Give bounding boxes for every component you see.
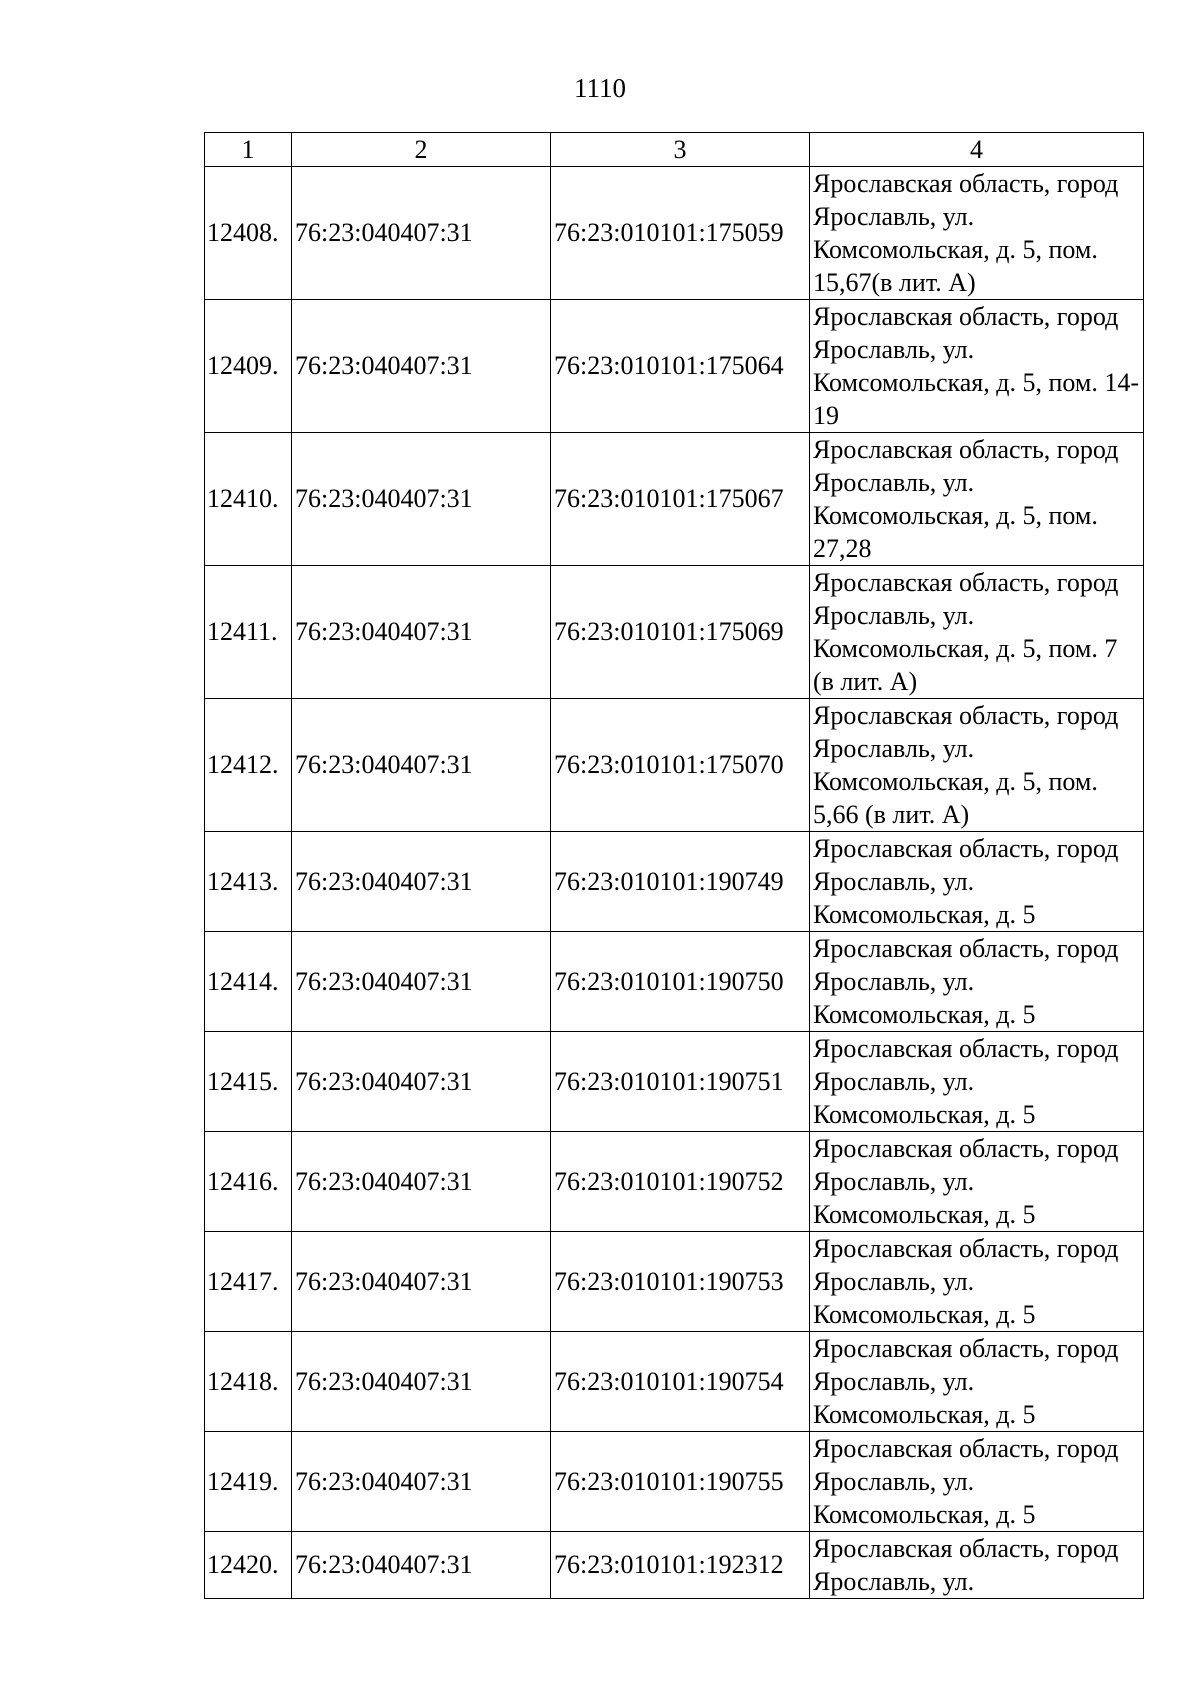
object-cadastral-number: 76:23:010101:192312: [551, 1532, 810, 1599]
table-row: [205, 566, 1144, 699]
table-row: [205, 1332, 1144, 1432]
parcel-cadastral-number: 76:23:040407:31: [292, 1332, 551, 1432]
parcel-cadastral-number: 76:23:040407:31: [292, 167, 551, 300]
row-number: 12414.: [205, 932, 292, 1032]
table-row: [205, 1032, 1144, 1132]
table-row: [205, 699, 1144, 832]
row-number: 12415.: [205, 1032, 292, 1132]
address: Ярославская область, город Ярославль, ул. Комсомольская, д. 5, пом. 7 (в лит. А): [810, 566, 1144, 699]
address: Ярославская область, город Ярославль, ул. Комсомольская, д. 5: [810, 1232, 1144, 1332]
object-cadastral-number: 76:23:010101:175070: [551, 699, 810, 832]
object-cadastral-number: 76:23:010101:190750: [551, 932, 810, 1032]
row-number: 12417.: [205, 1232, 292, 1332]
address: Ярославская область, город Ярославль, ул. Комсомольская, д. 5: [810, 1032, 1144, 1132]
row-number: 12410.: [205, 433, 292, 566]
table-row: [205, 832, 1144, 932]
row-number: 12420.: [205, 1532, 292, 1599]
object-cadastral-number: 76:23:010101:190755: [551, 1432, 810, 1532]
parcel-cadastral-number: 76:23:040407:31: [292, 1532, 551, 1599]
parcel-cadastral-number: 76:23:040407:31: [292, 300, 551, 433]
table-header-row: [205, 133, 1144, 167]
object-cadastral-number: 76:23:010101:175059: [551, 167, 810, 300]
parcel-cadastral-number: 76:23:040407:31: [292, 1232, 551, 1332]
parcel-cadastral-number: 76:23:040407:31: [292, 832, 551, 932]
object-cadastral-number: 76:23:010101:190752: [551, 1132, 810, 1232]
object-cadastral-number: 76:23:010101:190751: [551, 1032, 810, 1132]
column-header-2: 2: [292, 133, 551, 167]
row-number: 12419.: [205, 1432, 292, 1532]
address: Ярославская область, город Ярославль, ул. Комсомольская, д. 5, пом. 15,67(в лит. А): [810, 167, 1144, 300]
address: Ярославская область, город Ярославль, ул. Комсомольская, д. 5: [810, 1332, 1144, 1432]
object-cadastral-number: 76:23:010101:175069: [551, 566, 810, 699]
parcel-cadastral-number: 76:23:040407:31: [292, 1432, 551, 1532]
table-row: [205, 1432, 1144, 1532]
row-number: 12416.: [205, 1132, 292, 1232]
parcel-cadastral-number: 76:23:040407:31: [292, 433, 551, 566]
object-cadastral-number: 76:23:010101:190754: [551, 1332, 810, 1432]
row-number: 12409.: [205, 300, 292, 433]
address: Ярославская область, город Ярославль, ул. Комсомольская, д. 5: [810, 832, 1144, 932]
table-row: [205, 932, 1144, 1032]
table-row: [205, 1532, 1144, 1599]
table-row: [205, 433, 1144, 566]
address: Ярославская область, город Ярославль, ул. Комсомольская, д. 5: [810, 1432, 1144, 1532]
column-header-1: 1: [205, 133, 292, 167]
row-number: 12411.: [205, 566, 292, 699]
address: Ярославская область, город Ярославль, ул. Комсомольская, д. 5: [810, 932, 1144, 1032]
table-body: [205, 167, 1144, 1599]
address: Ярославская область, город Ярославль, ул. Комсомольская, д. 5: [810, 1132, 1144, 1232]
registry-table: [204, 132, 1144, 1599]
parcel-cadastral-number: 76:23:040407:31: [292, 1032, 551, 1132]
parcel-cadastral-number: 76:23:040407:31: [292, 932, 551, 1032]
row-number: 12412.: [205, 699, 292, 832]
table-row: [205, 1232, 1144, 1332]
object-cadastral-number: 76:23:010101:190749: [551, 832, 810, 932]
row-number: 12418.: [205, 1332, 292, 1432]
object-cadastral-number: 76:23:010101:175064: [551, 300, 810, 433]
address: Ярославская область, город Ярославль, ул. Комсомольская, д. 5, пом. 27,28: [810, 433, 1144, 566]
parcel-cadastral-number: 76:23:040407:31: [292, 1132, 551, 1232]
address: Ярославская область, город Ярославль, ул. Комсомольская, д. 5, пом. 14-19: [810, 300, 1144, 433]
address: Ярославская область, город Ярославль, ул. Комсомольская, д. 5, пом. 5,66 (в лит. А): [810, 699, 1144, 832]
column-header-4: 4: [810, 133, 1144, 167]
table-row: [205, 167, 1144, 300]
table-row: [205, 1132, 1144, 1232]
parcel-cadastral-number: 76:23:040407:31: [292, 699, 551, 832]
table-row: [205, 300, 1144, 433]
row-number: 12413.: [205, 832, 292, 932]
object-cadastral-number: 76:23:010101:175067: [551, 433, 810, 566]
row-number: 12408.: [205, 167, 292, 300]
address: Ярославская область, город Ярославль, ул.: [810, 1532, 1144, 1599]
column-header-3: 3: [551, 133, 810, 167]
page-number: 1110: [574, 73, 626, 103]
parcel-cadastral-number: 76:23:040407:31: [292, 566, 551, 699]
object-cadastral-number: 76:23:010101:190753: [551, 1232, 810, 1332]
